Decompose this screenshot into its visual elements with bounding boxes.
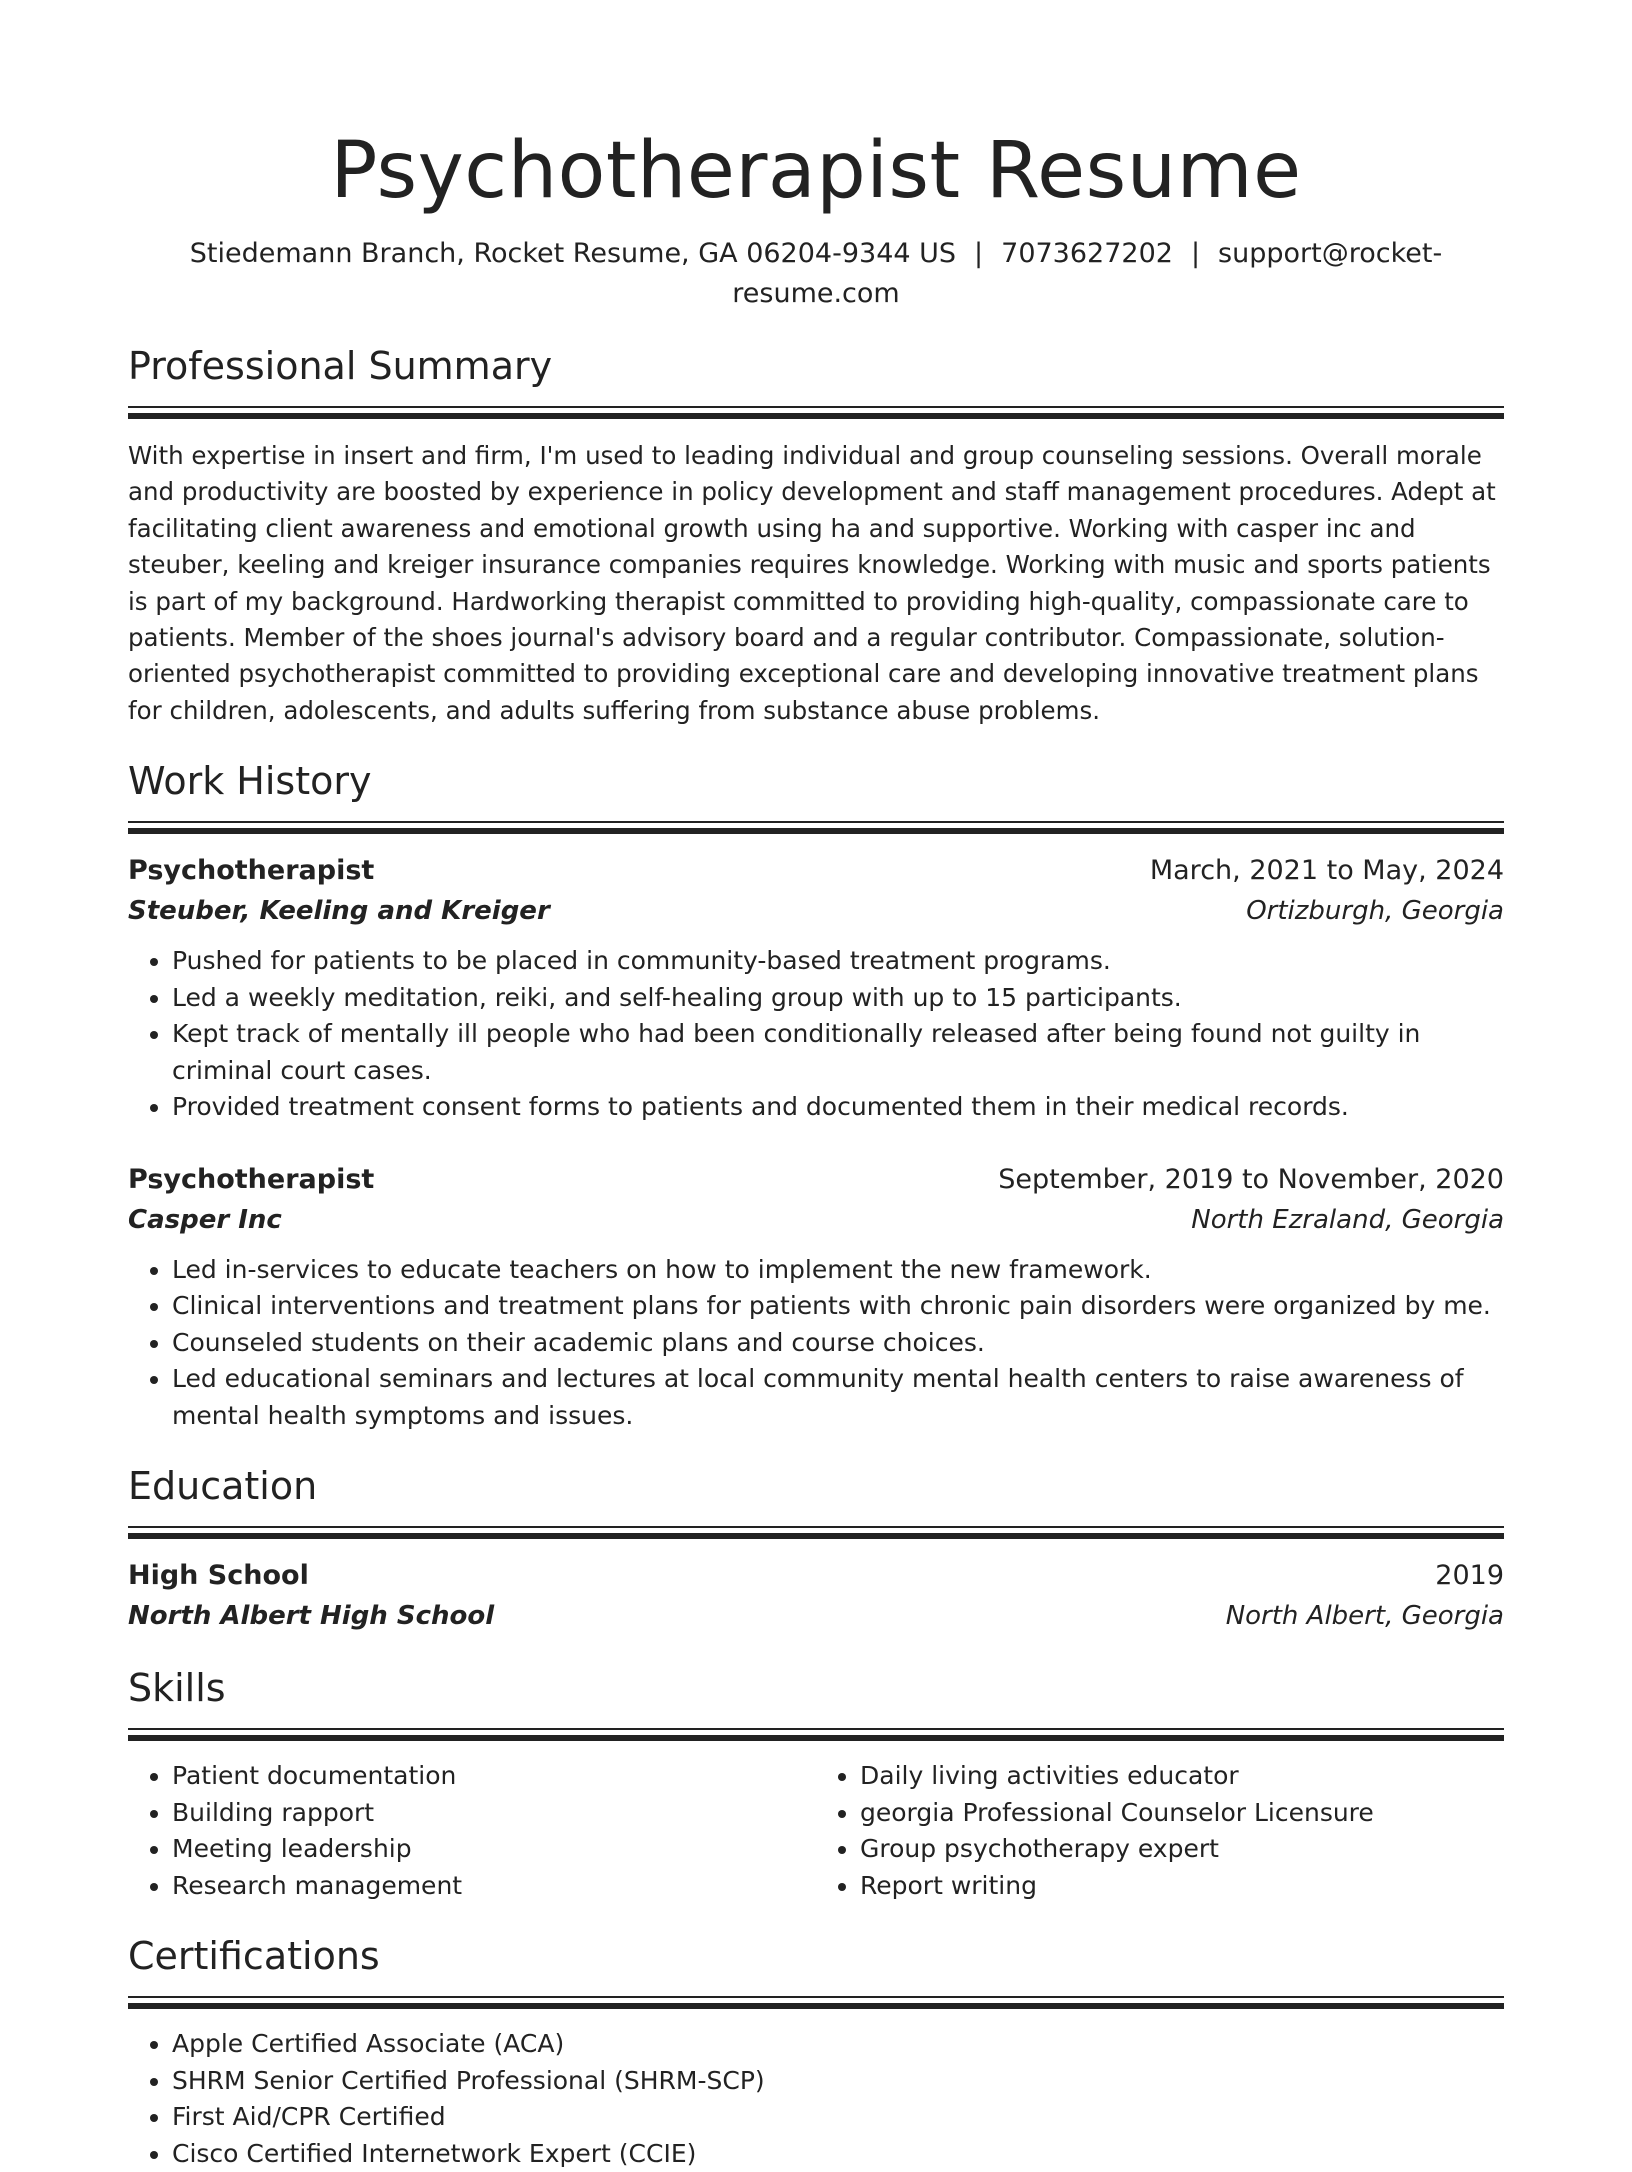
skills-section [128, 1662, 1504, 1904]
list-item: • SHRM Senior Certified Professional (SHRM-SCP) [172, 2063, 1504, 2100]
section-heading: Education [128, 1464, 318, 1509]
list-item: • Led a weekly meditation, reiki, and self-healing group with up to 15 participants. [172, 980, 1504, 1017]
job-dates: March, 2021 to May, 2024 [1149, 855, 1504, 887]
job-bullets [128, 1252, 1504, 1435]
skills-list-right [816, 1758, 1504, 1904]
job-company: Casper Inc [128, 1204, 282, 1235]
work-history-section [128, 755, 1504, 1434]
list-item: • Led in-services to educate teachers on how to implement the new framework. [172, 1252, 1504, 1289]
contact-line [128, 234, 1504, 314]
job-entry [128, 1160, 1504, 1435]
section-heading: Skills [128, 1666, 226, 1711]
list-item: • Meeting leadership [172, 1831, 816, 1868]
section-heading: Work History [128, 759, 372, 804]
job-location: Ortizburgh, Georgia [1246, 896, 1504, 927]
job-title: Psychotherapist [128, 1163, 375, 1195]
summary-text: With expertise in insert and firm, I'm used to leading individual and group counseling sessions. Overall morale and productivity are boosted by experience in policy development and staff management procedures. Adept at facilitating client awareness and emotional growth using ha and supportive. Working with casper inc and steuber, keeling and kreiger insurance companies requires knowledge. Working with music and sports patients is part of my background. Hardworking therapist committed to providing high-quality, compassionate care to patients. Member of the shoes journal's advisory board and a regular contributor. Compassionate, solution-oriented psychotherapist committed to providing exceptional care and developing innovative treatment plans for children, adolescents, and adults suffering from substance abuse problems. [128, 441, 1496, 725]
education-school: North Albert High School [128, 1601, 495, 1632]
list-item: • Counseled students on their academic plans and course choices. [172, 1325, 1504, 1362]
skills-columns [128, 1758, 1504, 1904]
education-location: North Albert, Georgia [1225, 1601, 1504, 1632]
list-item: • Research management [172, 1868, 816, 1905]
section-divider [128, 1526, 1504, 1540]
list-item: • Daily living activities educator [860, 1758, 1504, 1795]
list-item: • Apple Certified Associate (ACA) [172, 2026, 1504, 2063]
list-item: • Pushed for patients to be placed in community-based treatment programs. [172, 943, 1504, 980]
section-divider [128, 1728, 1504, 1742]
contact-email: support@rocket-resume.com [732, 238, 1443, 309]
education-section [128, 1460, 1504, 1636]
job-location: North Ezraland, Georgia [1191, 1204, 1504, 1235]
list-item: • Led educational seminars and lectures at local community mental health centers to raise awareness of mental health symptoms and issues. [172, 1361, 1504, 1434]
list-item: • Kept track of mentally ill people who had been conditionally released after being found not guilty in criminal court cases. [172, 1016, 1504, 1089]
certifications-section [128, 1930, 1504, 2172]
job-bullets [128, 943, 1504, 1126]
list-item: • Patient documentation [172, 1758, 816, 1795]
list-item: • Report writing [860, 1868, 1504, 1905]
summary-section [128, 340, 1504, 729]
section-heading: Certifications [128, 1934, 380, 1979]
section-heading: Professional Summary [128, 344, 553, 388]
certifications-list [128, 2026, 1504, 2172]
section-divider [128, 1996, 1504, 2010]
section-divider [128, 821, 1504, 835]
contact-phone: 7073627202 [1001, 238, 1173, 269]
list-item: • Group psychotherapy expert [860, 1831, 1504, 1868]
job-title: Psychotherapist [128, 855, 375, 887]
education-degree: High School [128, 1560, 309, 1592]
education-year: 2019 [1435, 1560, 1504, 1592]
contact-separator: | [974, 238, 984, 269]
skills-list-left [128, 1758, 816, 1904]
contact-address: Stiedemann Branch, Rocket Resume, GA 06204-9344 US [189, 238, 957, 269]
list-item: • georgia Professional Counselor Licensure [860, 1795, 1504, 1832]
list-item: • Provided treatment consent forms to patients and documented them in their medical records. [172, 1089, 1504, 1126]
contact-separator: | [1190, 238, 1201, 269]
job-entry [128, 851, 1504, 1126]
page-title: Psychotherapist Resume [330, 126, 1302, 216]
job-dates: September, 2019 to November, 2020 [998, 1163, 1504, 1195]
list-item: • First Aid/CPR Certified [172, 2099, 1504, 2136]
education-entry [128, 1556, 1504, 1636]
list-item: • Building rapport [172, 1795, 816, 1832]
job-company: Steuber, Keeling and Kreiger [128, 896, 550, 927]
list-item: • Clinical interventions and treatment plans for patients with chronic pain disorders were organized by me. [172, 1288, 1504, 1325]
section-divider [128, 406, 1504, 420]
list-item: • Cisco Certified Internetwork Expert (CCIE) [172, 2136, 1504, 2172]
